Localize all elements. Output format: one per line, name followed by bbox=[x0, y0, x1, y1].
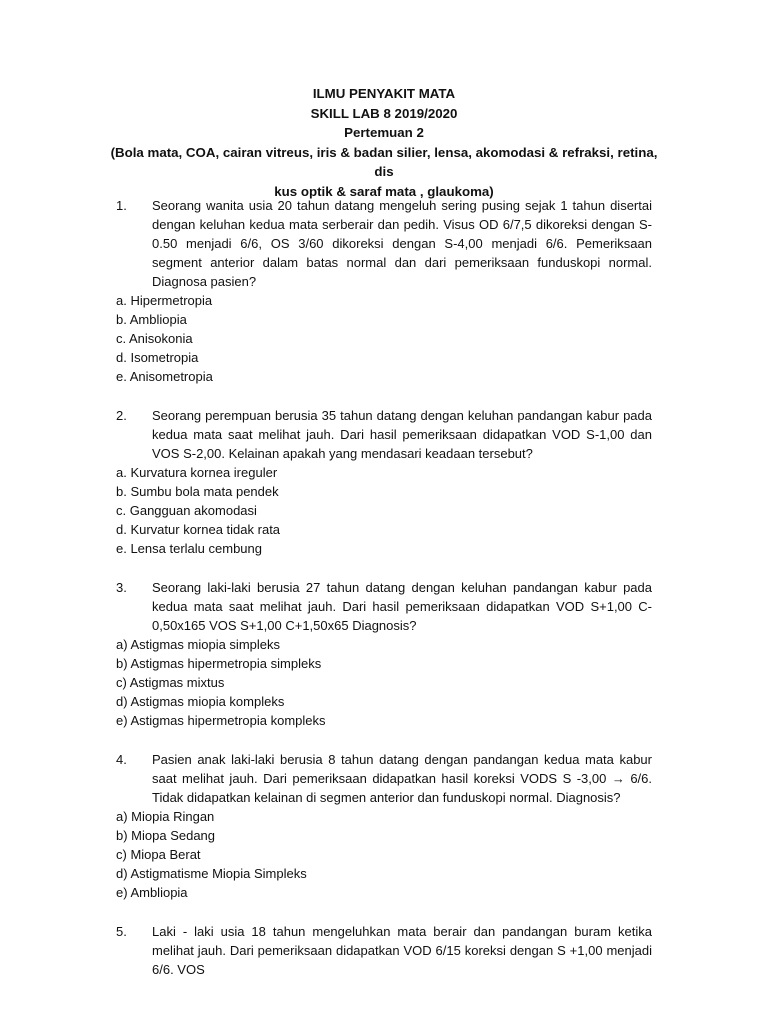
answer-option-d: d) Astigmatisme Miopia Simpleks bbox=[116, 866, 307, 881]
session-title: Pertemuan 2 bbox=[344, 125, 424, 140]
question-5 bbox=[116, 922, 652, 979]
answer-option-c: c. Anisokonia bbox=[116, 331, 193, 346]
question-list bbox=[116, 196, 652, 999]
answer-option-e: e) Ambliopia bbox=[116, 885, 188, 900]
answer-option-b: b) Astigmas hipermetropia simpleks bbox=[116, 656, 322, 671]
question-3 bbox=[116, 578, 652, 730]
question-number: 4. bbox=[116, 752, 127, 767]
question-number: 2. bbox=[116, 408, 127, 423]
question-text: Laki - laki usia 18 tahun mengeluhkan mata berair dan pandangan buram ketika melihat jauh. Dari pemeriksaan didapatkan VOD 6/15 koreksi dengan S +1,00 menjadi 6/6. VOS bbox=[152, 924, 652, 977]
answer-option-b: b. Sumbu bola mata pendek bbox=[116, 484, 279, 499]
question-2 bbox=[116, 406, 652, 558]
answer-option-a: a) Miopia Ringan bbox=[116, 809, 215, 824]
question-1 bbox=[116, 196, 652, 386]
question-number: 3. bbox=[116, 580, 127, 595]
answer-options bbox=[116, 807, 652, 902]
answer-option-c: c) Astigmas mixtus bbox=[116, 675, 225, 690]
question-stem bbox=[116, 922, 652, 979]
question-text: Seorang wanita usia 20 tahun datang mengeluh sering pusing sejak 1 tahun disertai dengan keluhan kedua mata serberair dan pedih. Visus OD 6/7,5 dikoreksi dengan S-0.50 menjadi 6/6, OS 3/60 dikoreksi dengan S-4,00 menjadi 6/6. Pemeriksaan segment anterior dalam batas normal dan dari pemeriksaan funduskopi normal. Diagnosa pasien? bbox=[152, 198, 652, 289]
answer-option-e: e. Lensa terlalu cembung bbox=[116, 541, 262, 556]
course-title: ILMU PENYAKIT MATA bbox=[312, 86, 456, 101]
topics-line-2: kus optik & saraf mata , glaukoma) bbox=[274, 183, 494, 199]
answer-option-c: c) Miopa Berat bbox=[116, 847, 201, 862]
document-header bbox=[100, 84, 668, 201]
question-stem bbox=[116, 750, 652, 807]
answer-option-d: d. Isometropia bbox=[116, 350, 199, 365]
answer-option-a: a. Hipermetropia bbox=[116, 293, 213, 308]
question-text: Seorang laki-laki berusia 27 tahun datang dengan keluhan pandangan kabur pada kedua mata saat melihat jauh. Dari hasil pemeriksaan didapatkan VOD S+1,00 C-0,50x165 VOS S+1,00 C+1,50x65 Diagnosis? bbox=[152, 580, 652, 633]
answer-option-b: b. Ambliopia bbox=[116, 312, 187, 327]
topics-line-1: (Bola mata, COA, cairan vitreus, iris & badan silier, lensa, akomodasi & refraksi, retina, dis bbox=[110, 144, 658, 179]
answer-options bbox=[116, 291, 652, 386]
answer-option-e: e. Anisometropia bbox=[116, 369, 213, 384]
answer-option-d: d. Kurvatur kornea tidak rata bbox=[116, 522, 281, 537]
answer-options bbox=[116, 635, 652, 730]
answer-options bbox=[116, 463, 652, 558]
question-number: 1. bbox=[116, 198, 127, 213]
answer-option-e: e) Astigmas hipermetropia kompleks bbox=[116, 713, 326, 728]
answer-option-b: b) Miopa Sedang bbox=[116, 828, 216, 843]
answer-option-d: d) Astigmas miopia kompleks bbox=[116, 694, 285, 709]
question-stem bbox=[116, 406, 652, 463]
question-4 bbox=[116, 750, 652, 902]
question-number: 5. bbox=[116, 924, 127, 939]
answer-option-a: a. Kurvatura kornea ireguler bbox=[116, 465, 278, 480]
question-text: Pasien anak laki-laki berusia 8 tahun datang dengan pandangan kedua mata kabur saat melihat jauh. Dari pemeriksaan didapatkan hasil koreksi VODS S -3,00 → 6/6. Tidak didapatkan kelainan di segmen anterior dan funduskopi normal. Diagnosis? bbox=[152, 752, 652, 805]
question-text: Seorang perempuan berusia 35 tahun datang dengan keluhan pandangan kabur pada kedua mata saat melihat jauh. Dari hasil pemeriksaan didapatkan VOD S-1,00 dan VOS S-2,00. Kelainan apakah yang mendasari keadaan tersebut? bbox=[152, 408, 652, 461]
skill-lab-title: SKILL LAB 8 2019/2020 bbox=[310, 105, 458, 121]
answer-option-a: a) Astigmas miopia simpleks bbox=[116, 637, 280, 652]
question-stem bbox=[116, 578, 652, 635]
question-stem bbox=[116, 196, 652, 291]
answer-option-c: c. Gangguan akomodasi bbox=[116, 503, 257, 518]
